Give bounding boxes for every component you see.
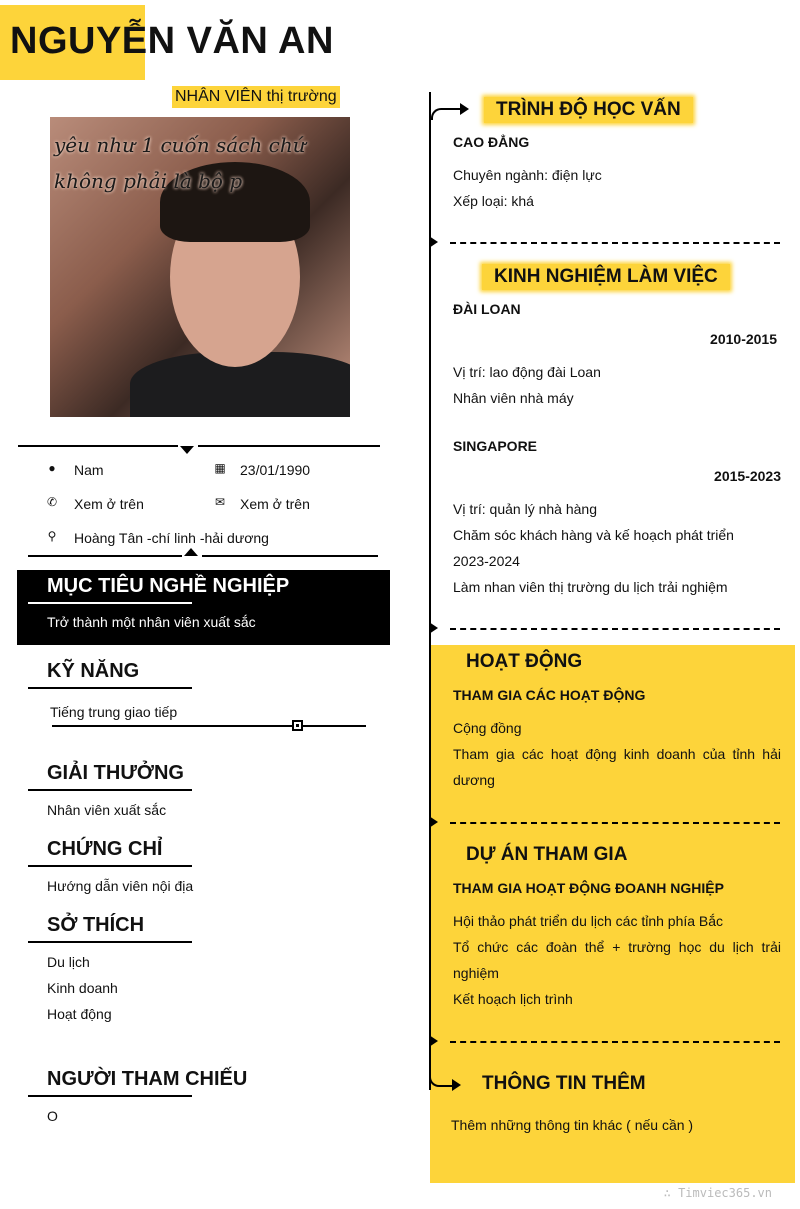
birthday: 23/01/1990	[240, 462, 311, 478]
project-line: Kết hoạch lịch trình	[453, 991, 573, 1007]
education-title: TRÌNH ĐỘ HỌC VẤN	[484, 97, 693, 123]
activity-line: Cộng đồng	[453, 720, 522, 736]
dashed-divider	[450, 628, 780, 630]
education-line: Xếp loại: khá	[453, 193, 534, 209]
profile-photo	[50, 117, 350, 417]
user-icon: ●	[48, 461, 56, 475]
skills-title: KỸ NĂNG	[47, 660, 140, 682]
hobbies-title: SỞ THÍCH	[47, 914, 145, 936]
education-line: Chuyên ngành: điện lực	[453, 167, 602, 183]
photo-background-text: yêu như 1 cuốn sách chứ không phải là bộ p	[54, 133, 306, 193]
job-line: Chăm sóc khách hàng và kế hoạch phát triển	[453, 527, 734, 543]
job-line: 2023-2024	[453, 553, 520, 569]
dashed-divider	[450, 242, 780, 244]
certificate-item: Hướng dẫn viên nội địa	[47, 878, 194, 894]
skill-level-knob	[292, 720, 303, 731]
extra-text: Thêm những thông tin khác ( nếu cần )	[451, 1117, 694, 1133]
company-name: ĐÀI LOAN	[453, 301, 521, 317]
timeline-connector	[431, 108, 461, 120]
dashed-divider	[450, 822, 780, 824]
address: Hoàng Tân -chí linh -hải dương	[74, 530, 269, 546]
company-name: SINGAPORE	[453, 438, 538, 454]
title-underline	[28, 602, 192, 604]
objective-text: Trở thành một nhân viên xuất sắc	[47, 614, 256, 630]
experience-title: KINH NGHIỆM LÀM VIỆC	[482, 264, 730, 290]
reference-item: O	[47, 1108, 58, 1124]
activities-subtitle: THAM GIA CÁC HOẠT ĐỘNG	[453, 687, 646, 703]
timeline-marker	[429, 816, 438, 828]
extra-title: THÔNG TIN THÊM	[482, 1073, 646, 1094]
school-name: CAO ĐẲNG	[453, 134, 530, 150]
job-line: Làm nhan viên thị trường du lịch trải nghiệm	[453, 579, 728, 595]
project-line: Hội thảo phát triển du lịch các tỉnh phía Bắc	[453, 913, 724, 929]
phone-icon: ✆	[46, 495, 58, 509]
title-underline	[28, 789, 192, 791]
divider	[202, 555, 378, 557]
projects-subtitle: THAM GIA HOẠT ĐỘNG ĐOANH NGHIỆP	[453, 880, 724, 896]
title-underline	[28, 865, 192, 867]
project-line: Tổ chức các đoàn thể + trường học du lịch trải nghiệm	[453, 939, 781, 981]
location-icon: ⚲	[47, 529, 57, 543]
title-underline	[28, 1095, 192, 1097]
job-line: Vị trí: lao động đài Loan	[453, 364, 601, 380]
divider	[198, 445, 380, 447]
divider	[18, 445, 178, 447]
candidate-name: NGUYỄN VĂN AN	[10, 20, 334, 62]
activity-line: Tham gia các hoạt động kinh doanh của tỉnh hải dương	[453, 746, 781, 788]
awards-title: GIẢI THƯỞNG	[47, 762, 184, 784]
dashed-divider	[450, 1041, 780, 1043]
objective-section	[17, 570, 390, 645]
position-title: NHÂN VIÊN thị trường	[172, 86, 340, 108]
timeline-marker	[429, 1035, 438, 1047]
hobby-item: Hoạt động	[47, 1006, 112, 1022]
divider-arrow	[184, 548, 198, 556]
job-line: Vị trí: quản lý nhà hàng	[453, 501, 597, 517]
timeline-connector	[429, 1075, 453, 1087]
skill-name: Tiếng trung giao tiếp	[50, 704, 178, 720]
award-item: Nhân viên xuất sắc	[47, 802, 167, 818]
divider-arrow	[180, 446, 194, 454]
timeline-marker	[429, 236, 438, 248]
title-underline	[28, 687, 192, 689]
email-icon: ✉	[214, 495, 226, 509]
arrow-right-icon	[452, 1079, 461, 1091]
hobby-item: Kinh doanh	[47, 980, 118, 996]
skill-level-bar	[52, 725, 366, 727]
gender: Nam	[74, 462, 104, 478]
job-line: Nhân viên nhà máy	[453, 390, 574, 406]
watermark: ∴ Timviec365.vn	[663, 1186, 772, 1200]
arrow-right-icon	[460, 103, 469, 115]
timeline-marker	[429, 622, 438, 634]
phone: Xem ở trên	[74, 496, 144, 512]
email: Xem ở trên	[240, 496, 310, 512]
projects-title: DỰ ÁN THAM GIA	[466, 844, 628, 865]
activities-title: HOẠT ĐỘNG	[466, 651, 583, 672]
references-title: NGƯỜI THAM CHIẾU	[47, 1068, 248, 1090]
hobby-item: Du lịch	[47, 954, 90, 970]
job-period: 2015-2023	[714, 468, 781, 484]
divider	[28, 555, 182, 557]
job-period: 2010-2015	[710, 331, 777, 347]
objective-title: MỤC TIÊU NGHỀ NGHIỆP	[47, 575, 290, 597]
calendar-icon: ▦	[214, 461, 226, 475]
title-underline	[28, 941, 192, 943]
certificates-title: CHỨNG CHỈ	[47, 838, 163, 860]
